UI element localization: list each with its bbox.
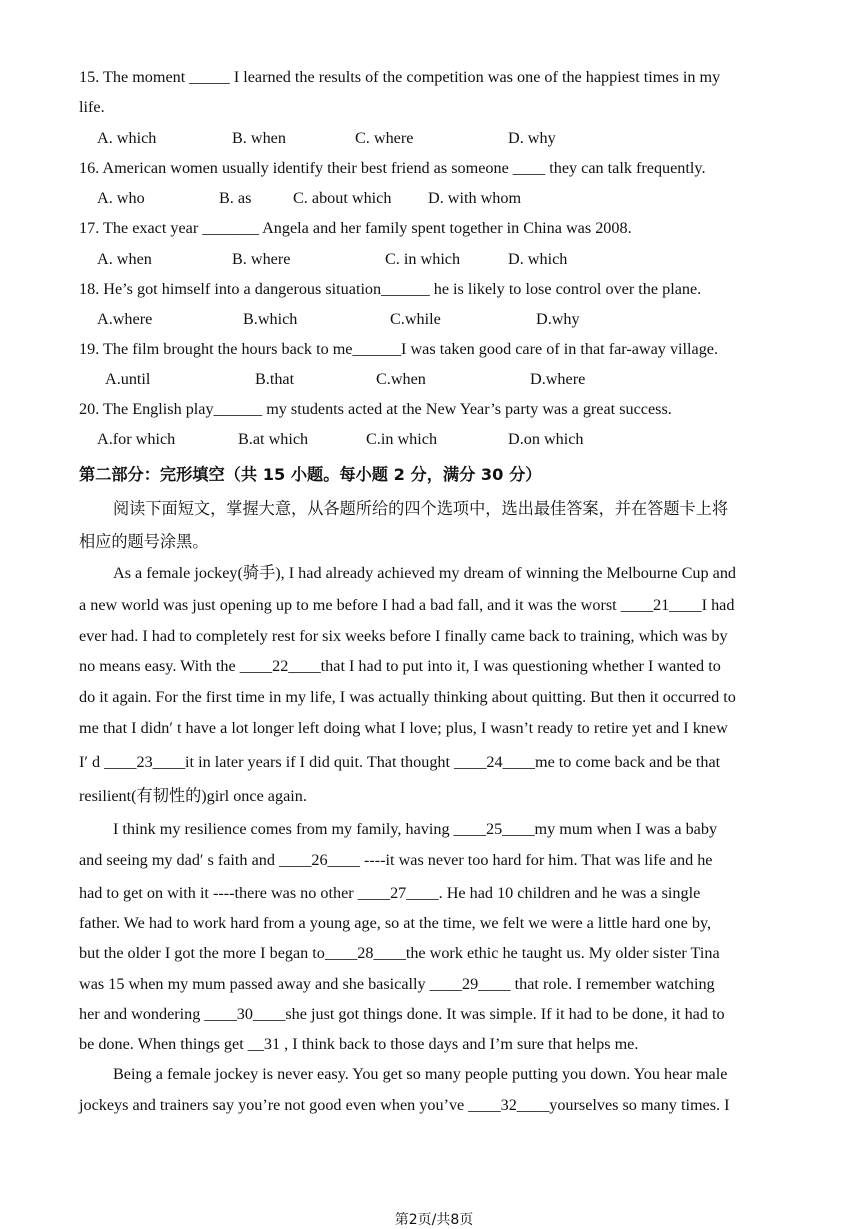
question-stem: 16. American women usually identify their best friend as someone ____ they can talk frequently. (79, 159, 706, 177)
option-b: B. when (232, 129, 286, 147)
question-stem: 17. The exact year _______ Angela and her family spent together in China was 2008. (79, 219, 632, 237)
option-b: B.at which (238, 430, 309, 448)
passage-line: me that I didn′ t have a lot longer left doing what I love; plus, I wasn’t ready to retire yet and I knew (79, 719, 728, 737)
passage-line: no means easy. With the ____22____that I had to put into it, I was questioning whether I wanted to (79, 657, 721, 675)
option-a: A. who (97, 189, 145, 207)
option-d: D.on which (508, 430, 584, 448)
passage-line: I′ d ____23____it in later years if I did quit. That thought ____24____me to come back and be that (79, 753, 721, 771)
option-a: A.where (97, 310, 153, 328)
section-heading: 第二部分：完形填空（共 15 小题。每小题 2 分，满分 30 分） (79, 465, 542, 484)
option-d: D.where (530, 370, 586, 388)
option-c: C. in which (385, 250, 461, 268)
instruction-line: 相应的题号涂黑。 (79, 532, 209, 551)
passage-line: I think my resilience comes from my family, having ____25____my mum when I was a baby (113, 820, 718, 838)
question-stem: 15. The moment _____ I learned the results of the competition was one of the happiest times in my (79, 68, 721, 86)
option-c: C. where (355, 129, 414, 147)
option-d: D.why (536, 310, 580, 328)
passage-line: a new world was just opening up to me before I had a bad fall, and it was the worst ____21____I had (79, 596, 735, 614)
passage-line: Being a female jockey is never easy. You get so many people putting you down. You hear male (113, 1065, 728, 1083)
passage-line: ever had. I had to completely rest for six weeks before I finally came back to training, which was by (79, 627, 728, 645)
page-number: 第2页/共8页 (394, 1212, 474, 1228)
option-d: D. with whom (428, 189, 522, 207)
passage-line: resilient(有韧性的)girl once again. (79, 787, 307, 805)
question-stem: 19. The film brought the hours back to me______I was taken good care of in that far-away village. (79, 340, 719, 358)
option-a: A.for which (97, 430, 176, 448)
passage-line: jockeys and trainers say you’re not good even when you’ve ____32____yourselves so many times. I (79, 1096, 730, 1114)
passage-line: As a female jockey(骑手), I had already achieved my dream of winning the Melbourne Cup and (113, 564, 737, 582)
passage-line: do it again. For the first time in my life, I was actually thinking about quitting. But then it occurred to (79, 688, 736, 706)
option-b: B. as (219, 189, 252, 207)
passage-line: her and wondering ____30____she just got things done. It was simple. If it had to be done, it had to (79, 1005, 725, 1023)
option-c: C.when (376, 370, 426, 388)
passage-line: but the older I got the more I began to____28____the work ethic he taught us. My older sister Tina (79, 944, 720, 962)
instruction-line: 阅读下面短文，掌握大意，从各题所给的四个选项中，选出最佳答案，并在答题卡上将 (113, 499, 729, 518)
passage-line: and seeing my dad′ s faith and ____26____ ----it was never too hard for him. That was life and he (79, 851, 713, 869)
passage-line: had to get on with it ----there was no other ____27____. He had 10 children and he was a single (79, 884, 701, 902)
option-a: A.until (105, 370, 151, 388)
passage-line: be done. When things get __31 , I think back to those days and I’m sure that helps me. (79, 1035, 639, 1053)
passage-line: was 15 when my mum passed away and she basically ____29____ that role. I remember watching (79, 975, 715, 993)
option-a: A. which (97, 129, 157, 147)
option-c: C.while (390, 310, 441, 328)
option-d: D. which (508, 250, 568, 268)
option-c: C.in which (366, 430, 438, 448)
question-stem: 20. The English play______ my students acted at the New Year’s party was a great success. (79, 400, 672, 418)
option-b: B.that (255, 370, 295, 388)
question-stem: life. (79, 98, 105, 116)
passage-line: father. We had to work hard from a young age, so at the time, we felt we were a little hard one by, (79, 914, 712, 932)
option-d: D. why (508, 129, 556, 147)
option-b: B.which (243, 310, 298, 328)
option-a: A. when (97, 250, 152, 268)
option-c: C. about which (293, 189, 392, 207)
option-b: B. where (232, 250, 291, 268)
question-stem: 18. He’s got himself into a dangerous situation______ he is likely to lose control over the plane. (79, 280, 702, 298)
